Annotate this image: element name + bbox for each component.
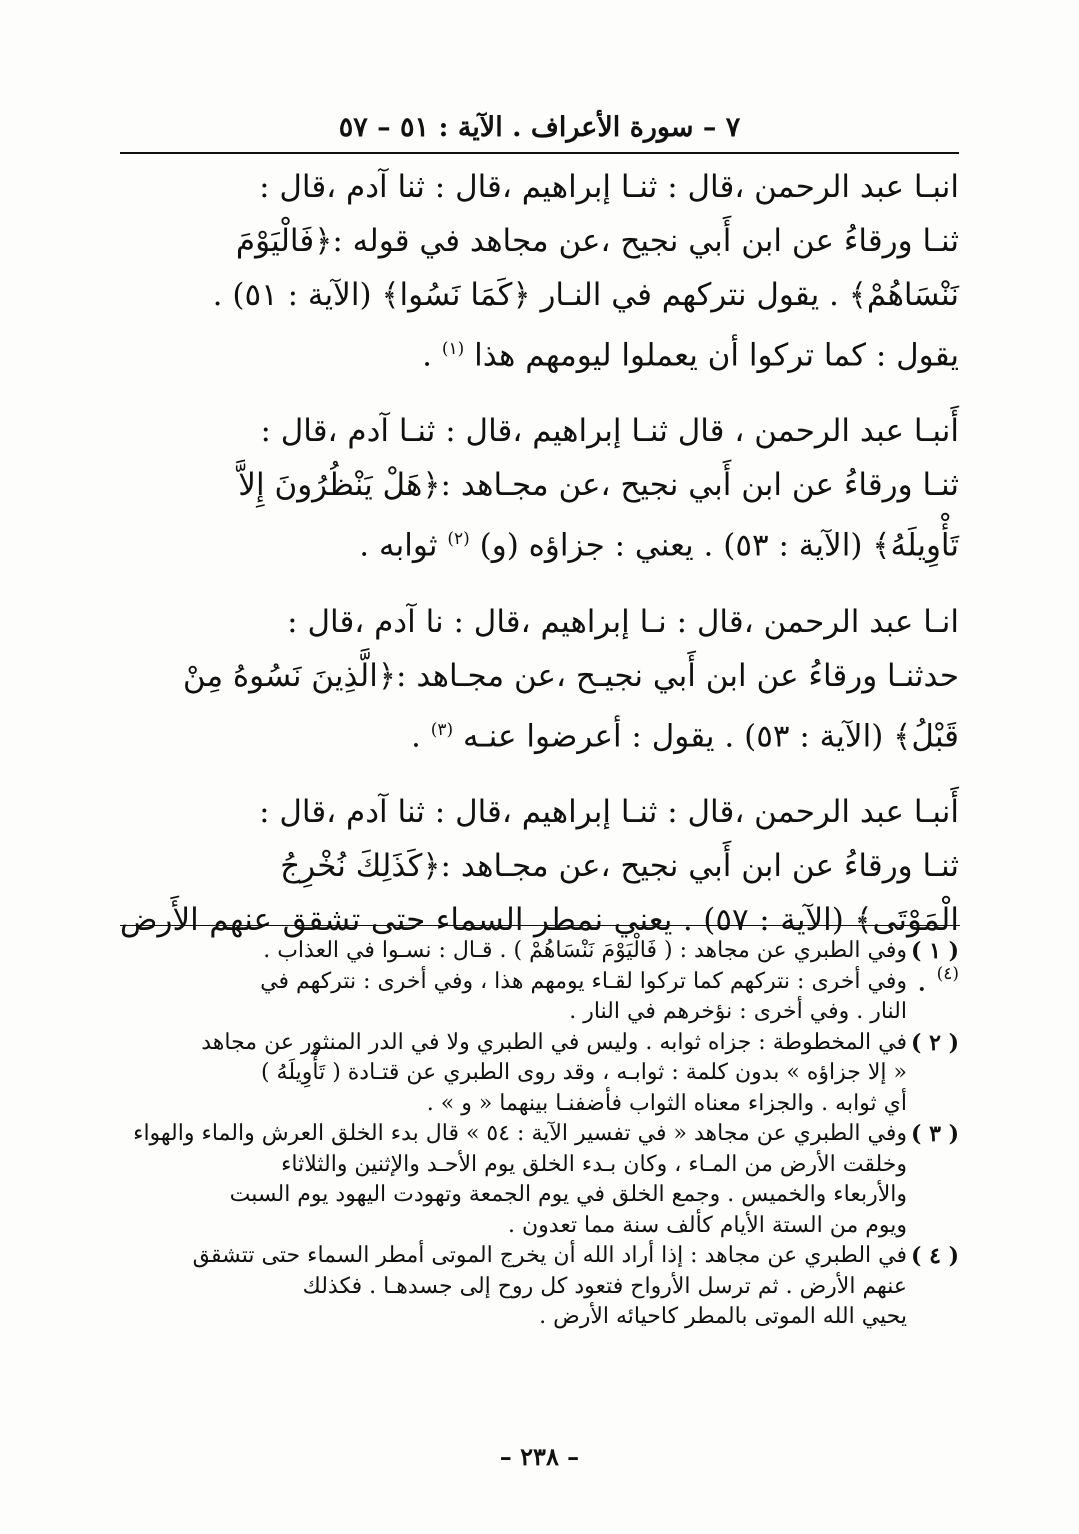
footnote-number: ( ٣ ): [911, 1121, 959, 1147]
text-segment: قَبْلُ﴾ (الآية : ٥٣) . يقول : أعرضوا عنـه: [462, 717, 959, 754]
footnote-4: [120, 1241, 959, 1333]
footnote-ref-2[interactable]: (٢): [447, 529, 470, 550]
footnote-rule: [120, 925, 960, 926]
text-segment: ثوابه .: [359, 527, 448, 564]
text-line: حدثنـا ورقاءُ عن ابن أَبي نجيـح ،عن مجـاهد :﴿الَّذِينَ نَسُوهُ مِنْ: [182, 657, 959, 694]
text-line: نَنْسَاهُمْ﴾ . يقول نتركهم في النـار ﴿كَمَا نَسُوا﴾ (الآية : ٥١) .: [212, 277, 959, 313]
text-line: انبـا عبد الرحمن ،قال : ثنـا إبراهيم ،قال : ثنا آدم ،قال :: [259, 169, 959, 205]
main-text: [120, 160, 959, 1029]
text-segment: .: [422, 337, 442, 374]
header-rule: [120, 152, 959, 154]
footnote-number: ( ١ ): [911, 938, 959, 964]
text-segment: الْمَوْتَى﴾ (الآية : ٥٧) . يعني نمطر السماء حتى تشقق عنهم الأَرض: [120, 901, 959, 938]
footnote-line: أي ثوابه . والجزاء معناه الثواب فأضفنـا بينهما « و » .: [426, 1090, 907, 1116]
footnote-ref-1[interactable]: (١): [441, 339, 465, 359]
footnote-body: [120, 936, 907, 1028]
footnote-ref-4[interactable]: (٤): [936, 963, 959, 984]
footnote-body: [120, 1028, 907, 1120]
footnote-line: والأربعاء والخميس . وجمع الخلق في يوم الجمعة وتهودت اليهود يوم السبت: [229, 1182, 907, 1207]
running-header: ٧ – سورة الأعراف . الآية : ٥١ – ٥٧: [338, 112, 741, 143]
footnote-3: [120, 1119, 959, 1241]
text-line: أَنبـا عبد الرحمن ،قال : ثنـا إبراهيم ،قال : ثنا آدم ،قال :: [259, 793, 959, 830]
footnote-line: في المخطوطة : جزاه ثوابه . وليس في الطبري ولا في الدر المنثور عن مجاهد: [201, 1029, 907, 1055]
paragraph-3: [120, 595, 959, 763]
text-line: [120, 703, 959, 763]
page-number: – ٢٣٨ –: [499, 1442, 580, 1471]
footnote-body: [120, 1119, 907, 1241]
footnote-2: [120, 1028, 959, 1120]
footnote-ref-3[interactable]: (٣): [430, 719, 454, 740]
footnote-line: « إلا جزاؤه » بدون كلمة : ثوابـه ، وقد روى الطبري عن قتـادة ( تَأْوِيلَهُ ): [260, 1060, 907, 1085]
text-line: [120, 322, 959, 382]
footnote-line: وفي الطبري عن مجاهد « في تفسير الآية : ٥٤ » قال بدء الخلق العرش والماء والهواء: [133, 1121, 907, 1146]
text-segment: تَأْوِيلَهُ﴾ (الآية : ٥٣) . يعني : جزاؤه (و): [479, 527, 959, 564]
text-line: أَنبـا عبد الرحمن ، قال ثنـا إبراهيم ،قال : ثنـا آدم ،قال :: [260, 413, 959, 450]
paragraph-2: [120, 404, 959, 572]
paragraph-1: [120, 160, 959, 382]
footnote-body: [120, 1241, 907, 1333]
text-line: [120, 512, 959, 572]
footnote-line: يحيي الله الموتى بالمطر كاحيائه الأرض .: [539, 1304, 907, 1329]
footnote-line: وفي أخرى : نتركهم كما تركوا لقـاء يومهم هذا ، وفي أخرى : نتركهم في: [260, 968, 907, 994]
text-segment: .: [916, 962, 937, 999]
footnote-1: [120, 936, 959, 1028]
footnote-line: وخلقت الأرض من المـاء ، وكان بـدء الخلق يوم الأحـد والإثنين والثلاثاء: [281, 1151, 907, 1177]
footnote-number: ( ٤ ): [911, 1243, 959, 1269]
footnote-number: ( ٢ ): [911, 1029, 959, 1056]
text-segment: .: [410, 717, 431, 754]
footnote-line: عنهم الأرض . ثم ترسل الأرواح فتعود كل روح إلى جسدهـا . فكذلك: [302, 1273, 907, 1299]
text-line: ثنـا ورقاءُ عن ابن أَبي نجيح ،عن مجـاهد :﴿هَلْ يَنْظُرُونَ إِلاَّ: [238, 467, 959, 504]
text-line: ثنـا ورقاءُ عن ابن أَبي نجيح ،عن مجـاهد :﴿كَذَلِكَ نُخْرِجُ: [280, 847, 959, 884]
footnote-line: النار . وفي أخرى : نؤخرهم في النار .: [569, 999, 907, 1024]
footnote-line: وفي الطبري عن مجاهد : ( فَالْيَوْمَ نَنْسَاهُمْ ) . قـال : نسـوا في العذاب .: [263, 938, 907, 963]
footnote-line: ويوم من الستة الأيام كألف سنة مما تعدون .: [508, 1212, 907, 1238]
footnotes: [120, 936, 959, 1333]
text-line: انـا عبد الرحمن ،قال : نـا إبراهيم ،قال : نا آدم ،قال :: [287, 603, 959, 640]
text-line: ثنـا ورقاءُ عن ابن أَبي نجيح ،عن مجاهد في قوله :﴿فَالْيَوْمَ: [235, 223, 959, 259]
footnote-line: في الطبري عن مجاهد : إذا أراد الله أن يخرج الموتى أمطر السماء حتى تتشقق: [192, 1243, 907, 1268]
text-segment: يقول : كما تركوا أن يعملوا ليومهم هذا: [474, 337, 959, 374]
